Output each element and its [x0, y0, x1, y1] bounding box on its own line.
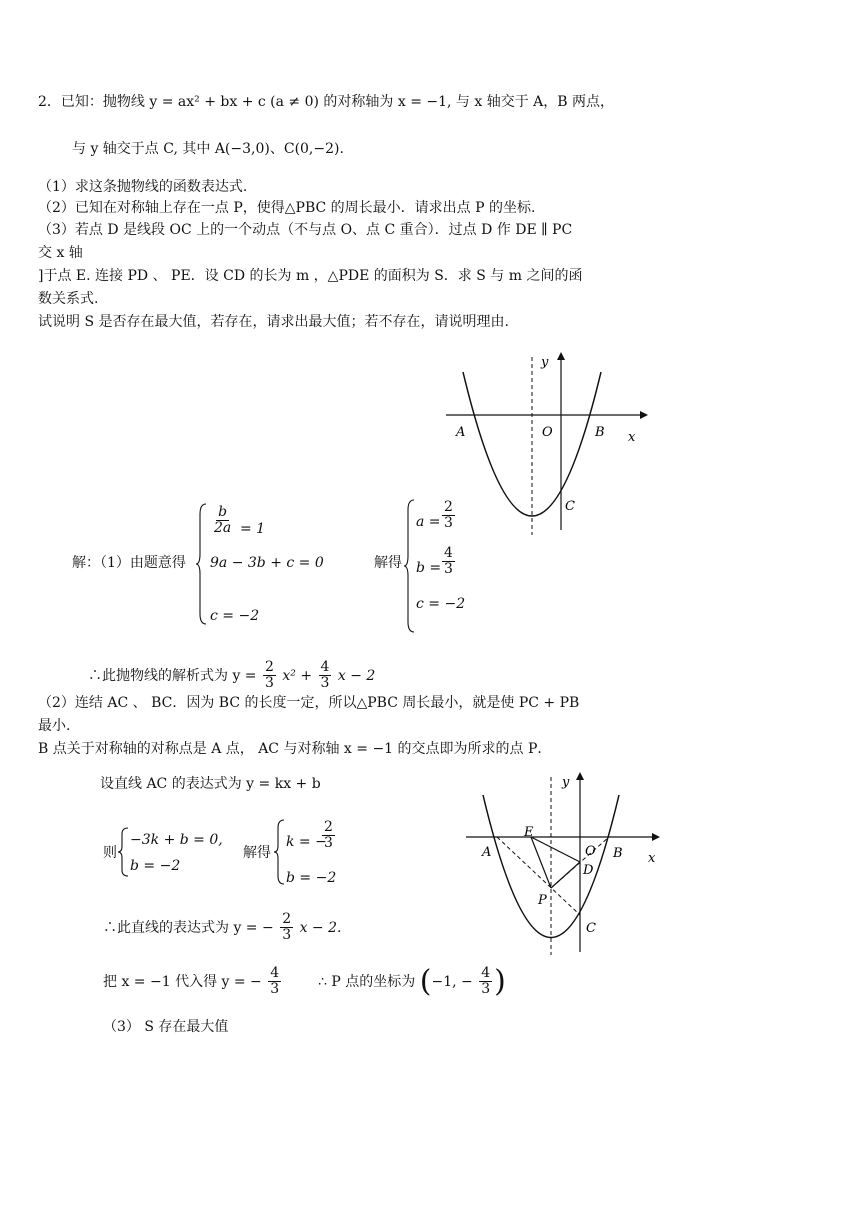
- sys-eq-2: b = −2: [130, 858, 181, 874]
- y-axis-arrow: [576, 772, 584, 780]
- sol2-line-3: B 点关于对称轴的对称点是 A 点， AC 与对称轴 x = −1 的交点即为所求的点 P．: [38, 741, 552, 757]
- parabola-figure-1: [440, 345, 650, 545]
- b-fraction: $\frac{4}{3}$: [444, 545, 453, 578]
- eq1-rhs: = 1: [240, 521, 266, 537]
- fig1-label-y: y: [541, 355, 549, 370]
- b-result: b = −2: [286, 870, 337, 886]
- fig1-label-O: O: [542, 425, 553, 440]
- y-axis-arrow: [557, 352, 565, 360]
- question-3-line-2: 交 x 轴: [38, 245, 83, 261]
- segment-EP: [531, 837, 551, 888]
- substitution: 把 x = −1 代入得 y = − $\frac{4}{3}$ ∴ P 点的坐标为 (−1, − $\frac{4}{3}$ ): [103, 963, 506, 999]
- question-3-line-4: 数关系式.: [38, 291, 99, 307]
- fig2-label-y: y: [562, 775, 570, 790]
- fig2-label-O: O: [585, 844, 596, 859]
- fig2-label-B: B: [613, 846, 623, 861]
- question-3-line-5: 试说明 S 是否存在最大值，若存在，请求出最大值；若不存在，请说明理由.: [38, 314, 509, 330]
- segment-ED: [531, 837, 580, 862]
- brace-1: [196, 502, 208, 626]
- sol1-solve: 解得: [374, 555, 402, 571]
- sys-eq-1: −3k + b = 0,: [130, 832, 223, 848]
- fig2-label-P: P: [538, 893, 547, 908]
- a-lhs: a =: [416, 514, 441, 530]
- a-fraction: $\frac{2}{3}$: [444, 499, 453, 532]
- parabola-figure-2: [460, 765, 670, 960]
- question-3-line-3: ]于点 E. 连接 PD 、 PE．设 CD 的长为 m ，△PDE 的面积为 S．求 S 与 m 之间的函: [38, 268, 583, 284]
- fig1-label-B: B: [595, 425, 605, 440]
- line-expression: ∴此直线的表达式为 y = − $\frac{2}{3}$ x − 2.: [103, 911, 342, 944]
- b-lhs: b =: [416, 560, 442, 576]
- question-2: （2）已知在对称轴上存在一点 P，使得△PBC 的周长最小．请求出点 P 的坐标.: [38, 200, 536, 216]
- fig2-label-x: x: [648, 851, 656, 866]
- fig2-label-E: E: [524, 825, 534, 840]
- eq3: c = −2: [210, 608, 260, 624]
- fig2-label-D: D: [583, 863, 594, 878]
- k-lhs: k = −: [286, 834, 327, 850]
- x-axis-arrow: [640, 411, 648, 419]
- sol2-line-2: 最小.: [38, 718, 71, 734]
- k-fraction: $\frac{2}{3}$: [324, 819, 333, 852]
- problem-line-2: 与 y 轴交于点 C, 其中 A(−3,0)、C(0,−2).: [72, 141, 344, 157]
- eq2: 9a − 3b + c = 0: [210, 555, 324, 571]
- sol2-line-1: （2）连结 AC 、 BC．因为 BC 的长度一定，所以△PBC 周长最小，就是使 PC + PB: [38, 695, 580, 711]
- fig2-label-A: A: [482, 845, 492, 860]
- sol1-lead: 解：（1）由题意得: [72, 555, 186, 571]
- question-3-line-1: （3）若点 D 是线段 OC 上的一个动点（不与点 O、点 C 重合）．过点 D 作 DE ∥ PC: [38, 222, 573, 238]
- fig1-label-A: A: [456, 425, 466, 440]
- brace-4: [274, 818, 286, 886]
- sol2-solve: 解得: [243, 845, 271, 861]
- fig1-label-x: x: [628, 430, 636, 445]
- parabola-result: ∴此抛物线的解析式为 y = $\frac{2}{3}$ x² + $\frac{4}{3}$ x − 2: [88, 659, 376, 692]
- brace-3: [118, 826, 130, 878]
- eq1-fraction: $\frac{b}{2a}$: [214, 504, 232, 537]
- fig2-label-C: C: [586, 921, 596, 936]
- sol2-line-4: 设直线 AC 的表达式为 y = kx + b: [100, 776, 321, 792]
- question-1: （1）求这条抛物线的函数表达式.: [38, 179, 248, 195]
- sol3-line-1: （3） S 存在最大值: [103, 1019, 229, 1035]
- sol2-then: 则: [103, 845, 117, 861]
- c-result: c = −2: [416, 596, 466, 612]
- parabola-curve: [483, 795, 619, 938]
- fig1-label-C: C: [565, 499, 575, 514]
- problem-line-1: 2．已知：抛物线 y = ax² + bx + c (a ≠ 0) 的对称轴为 x = −1, 与 x 轴交于 A，B 两点，: [38, 94, 615, 110]
- segment-PD: [551, 862, 580, 888]
- x-axis-arrow: [652, 833, 660, 841]
- brace-2: [404, 498, 416, 634]
